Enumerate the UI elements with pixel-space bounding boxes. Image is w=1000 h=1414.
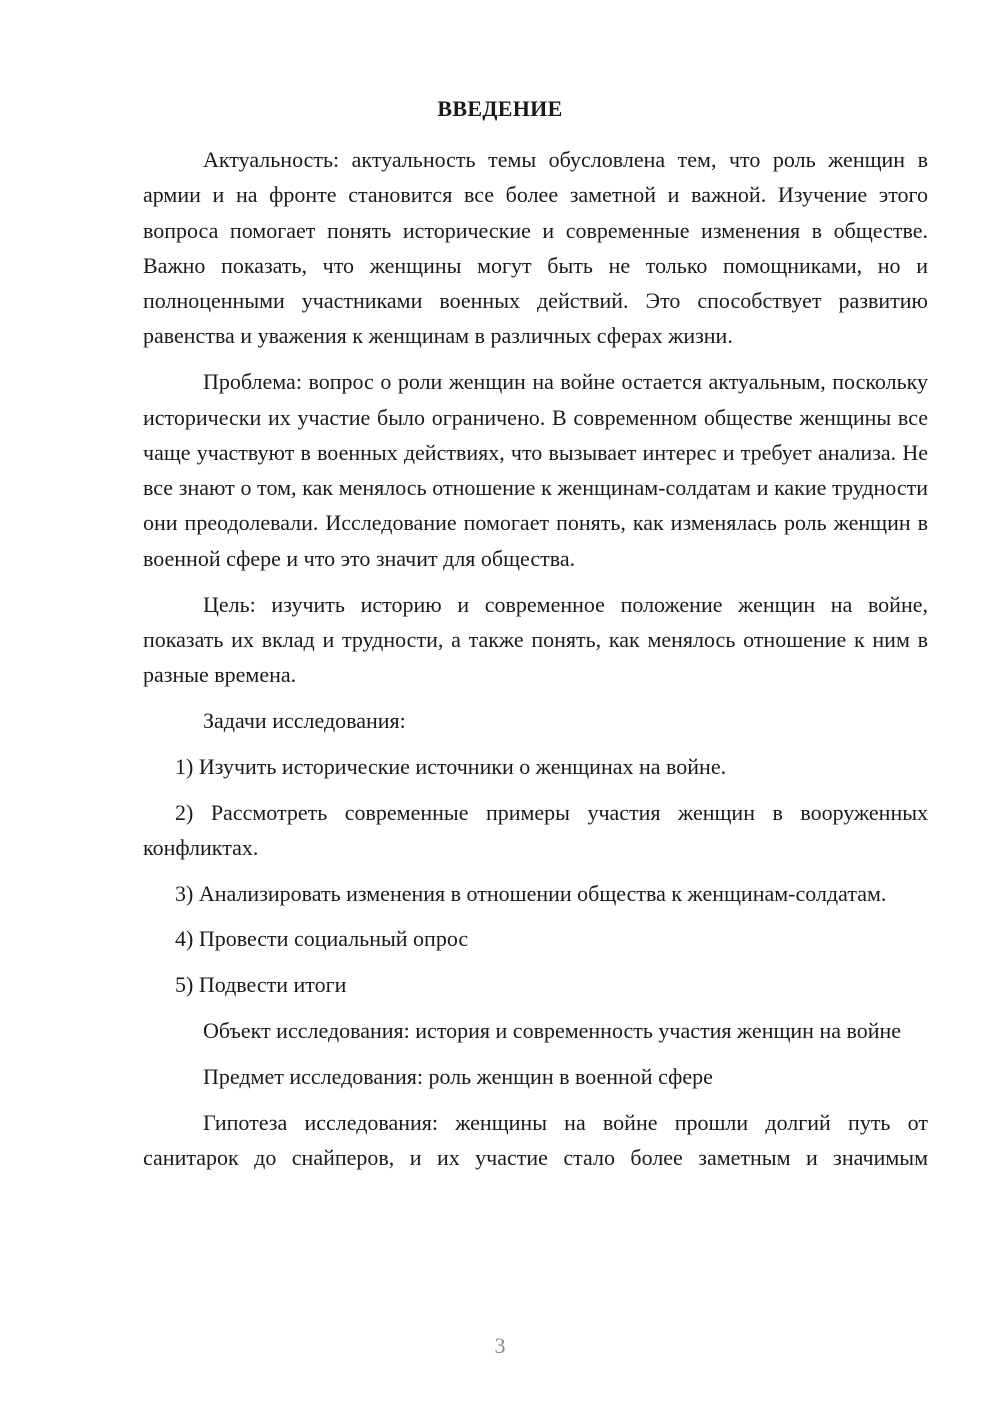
page-number: 3	[494, 1333, 506, 1358]
paragraph-goal: Цель: изучить историю и современное положение женщин на войне, показать их вклад и трудности, а также понять, как менялось отношение к ним в разные времена.	[143, 591, 928, 688]
paragraph-subject: Предмет исследования: роль женщин в военной сфере	[203, 1063, 713, 1089]
task-item-5: 5) Подвести итоги	[175, 972, 347, 998]
task-item-1: 1) Изучить исторические источники о женщинах на войне.	[175, 753, 727, 779]
task-item-3: 3) Анализировать изменения в отношении общества к женщинам-солдатам.	[175, 880, 887, 906]
paragraph-object: Объект исследования: история и современность участия женщин на войне	[203, 1018, 902, 1044]
page-title: ВВЕДЕНИЕ	[437, 96, 563, 121]
document-body	[143, 142, 928, 1186]
task-item-2: 2) Рассмотреть современные примеры участия женщин в вооруженных конфликтах.	[143, 799, 928, 860]
paragraph-problem: Проблема: вопрос о роли женщин на войне остается актуальным, поскольку исторически их участие было ограничено. В современном обществе женщины все чаще участвуют в военных действиях, что вызывает интерес и требует анализа. Не все знают о том, как менялось отношение к женщинам-солдатам и какие трудности они преодолевали. Исследование помогает понять, как изменялась роль женщин в военной сфере и что это значит для общества.	[143, 369, 928, 571]
paragraph-relevance: Актуальность: актуальность темы обусловлена тем, что роль женщин в армии и на фронте становится все более заметной и важной. Изучение этого вопроса помогает понять исторические и современные изменения в обществе. Важно показать, что женщины могут быть не только помощниками, но и полноценными участниками военных действий. Это способствует развитию равенства и уважения к женщинам в различных сферах жизни.	[143, 147, 928, 349]
task-item-4: 4) Провести социальный опрос	[175, 926, 469, 952]
paragraph-hypothesis: Гипотеза исследования: женщины на войне прошли долгий путь от санитарок до снайперов, и их участие стало более заметным и значимым	[143, 1109, 928, 1170]
tasks-heading: Задачи исследования:	[203, 707, 406, 733]
